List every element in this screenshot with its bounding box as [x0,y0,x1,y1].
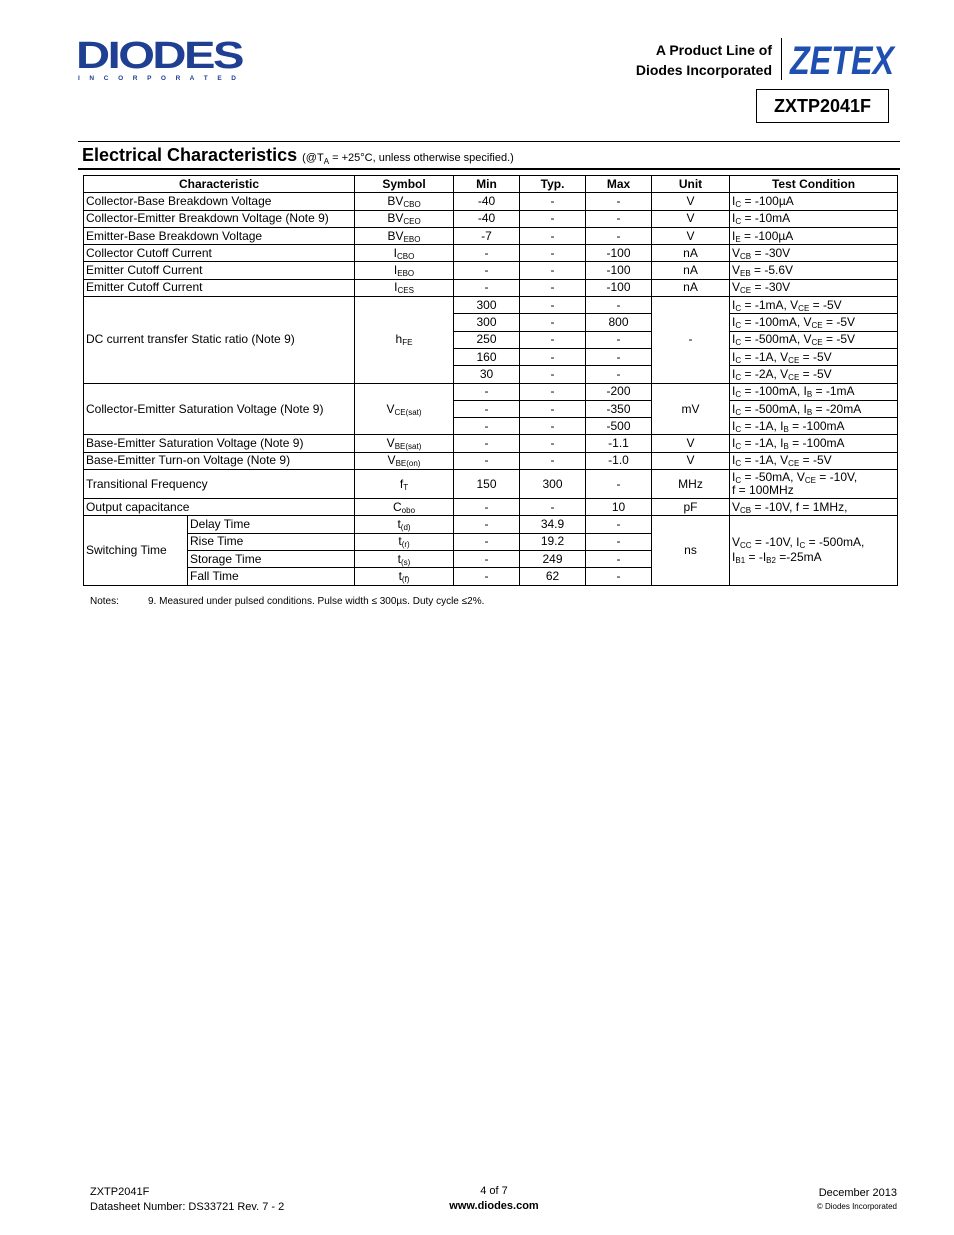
diodes-logo [76,35,246,84]
svg-text:DIODES: DIODES [76,35,243,77]
zetex-logo [788,38,896,83]
header-divider [781,38,782,80]
table-row: Fall Time $t_{(f)}$ - 62 - [84,568,898,585]
table-row: Output capacitance $C_{obo}$ - - 10 pF $V_{CB} = -10V$, f = 1MHz, [84,499,898,516]
footer-date: December 2013 [818,1187,897,1199]
table-header-row [84,176,898,193]
table-row: Base-Emitter Saturation Voltage (Note 9) $V_{BE(sat)}$ - - -1.1 V $I_C = -1A$, $I_B = -100mA$ [84,435,898,452]
notes-label: Notes: [90,596,119,607]
section-rule [78,168,900,170]
table-row: 300 - 800 $I_C = -100mA$, $V_{CE} = -5V$ [84,314,898,331]
table-row: 160 - - $I_C = -1A$, $V_{CE} = -5V$ [84,348,898,365]
col-header: Typ. [520,176,586,193]
footer-page: 4 of 7 [480,1185,508,1197]
col-header: Symbol [355,176,454,193]
footer-datasheet: Datasheet Number: DS33721 Rev. 7 - 2 [90,1201,285,1213]
table-row: Emitter Cutoff Current $I_{CES}$ - - -100 nA $V_{CE} = -30V$ [84,279,898,296]
table-row: Switching Time Delay Time $t_{(d)}$ - 34.9 - ns $V_{CC} = -10V$, $I_C = -500mA$, $I_{B1} = -I_{B2} =-25mA$ [84,516,898,533]
footer-url[interactable]: www.diodes.com [449,1200,539,1212]
table-row: Rise Time $t_{(r)}$ - 19.2 - [84,533,898,550]
tagline [600,40,772,80]
col-header: Max [586,176,652,193]
table-row: 30 - - $I_C = -2A$, $V_{CE} = -5V$ [84,366,898,383]
footer-left [90,1185,284,1215]
note-9: 9. Measured under pulsed conditions. Pulse width ≤ 300µs. Duty cycle ≤2%. [148,596,485,607]
svg-text:ZETEX: ZETEX [789,39,896,83]
table-row: Collector-Emitter Saturation Voltage (Note 9) $V_{CE(sat)}$ - - -200 mV $I_C = -100mA$, $I_B = -1mA$ [84,383,898,400]
part-number-box: ZXTP2041F [756,89,889,123]
col-header: Characteristic [84,176,355,193]
footer-copyright: © Diodes Incorporated [816,1202,897,1211]
col-header: Min [454,176,520,193]
header-rule [78,141,900,142]
table-row: 250 - - $I_C = -500mA$, $V_{CE} = -5V$ [84,331,898,348]
footer-right [740,1186,897,1214]
table-row: DC current transfer Static ratio (Note 9) $h_{FE}$ 300 - - - $I_C = -1mA$, $V_{CE} = -5V$ [84,297,898,314]
section-condition: ($@T_A = +25^\circ C$, unless otherwise specified.) [302,152,514,167]
notes [90,596,484,607]
electrical-characteristics-table [83,175,898,586]
col-header: Test Condition [730,176,898,193]
footer-center [400,1184,588,1214]
table-row: Base-Emitter Turn-on Voltage (Note 9) $V_{BE(on)}$ - - -1.0 V $I_C = -1A$, $V_{CE} = -5V$ [84,452,898,469]
footer-part: ZXTP2041F [90,1186,150,1198]
tagline-line2: Diodes Incorporated [635,62,772,78]
section-title [82,145,514,166]
table-row: Collector Cutoff Current $I_{CBO}$ - - -100 nA $V_{CB} = -30V$ [84,245,898,262]
tagline-line1: A Product Line of [655,42,772,58]
table-row: - - -500 $I_C = -1A$, $I_B = -100mA$ [84,418,898,435]
table-row: Collector-Emitter Breakdown Voltage (Note 9) $BV_{CEO}$ -40 - - V $I_C = -10mA$ [84,210,898,227]
col-header: Unit [652,176,730,193]
table-row: Collector-Base Breakdown Voltage $BV_{CBO}$ -40 - - V $I_C = -100\mu A$ [84,193,898,210]
table-row: Transitional Frequency $f_T$ 150 300 - MHz $I_C = -50mA$, $V_{CE} = -10V$, f = 100MHz [84,470,898,499]
svg-text:I N C O R P O R A T E D: I N C O R P O R A T E D [78,75,236,82]
table-row: Emitter-Base Breakdown Voltage $BV_{EBO}$ -7 - - V $I_E = -100\mu A$ [84,227,898,244]
table-row: Emitter Cutoff Current $I_{EBO}$ - - -100 nA $V_{EB} = -5.6V$ [84,262,898,279]
table-row: - - -350 $I_C = -500mA$, $I_B = -20mA$ [84,400,898,417]
table-row: Storage Time $t_{(s)}$ - 249 - [84,550,898,567]
section-title-text: Electrical Characteristics [82,145,298,165]
